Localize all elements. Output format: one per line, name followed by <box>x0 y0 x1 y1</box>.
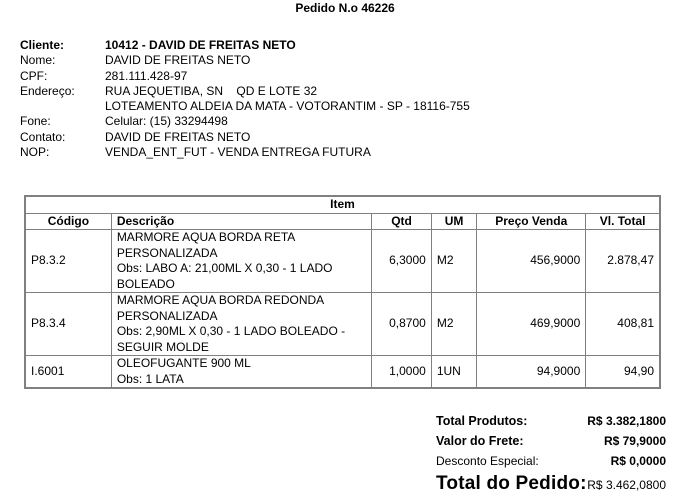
item-group-header: Item <box>25 196 660 213</box>
name-value: DAVID DE FREITAS NETO <box>105 53 251 68</box>
column-header-vl-total: Vl. Total <box>586 213 660 230</box>
item-description <box>111 293 371 356</box>
column-header-codigo: Código <box>25 213 111 230</box>
item-description <box>111 356 371 389</box>
total-products-value: R$ 3.382,1800 <box>587 414 666 428</box>
client-row-endereco-2 <box>20 99 470 114</box>
order-title: Pedido N.o 46226 <box>295 1 395 15</box>
table-header-row <box>25 213 660 230</box>
column-header-um: UM <box>431 213 476 230</box>
item-code: P8.3.2 <box>25 230 111 293</box>
item-total: 94,90 <box>586 356 660 389</box>
cpf-label: CPF: <box>20 68 48 83</box>
freight-label: Valor do Frete: <box>436 434 524 448</box>
item-obs-line: SEGUIR MOLDE <box>116 339 209 354</box>
client-row-nop <box>20 145 470 160</box>
item-obs-line: Obs: 2,90ML X 0,30 - 1 LADO BOLEADO - <box>116 324 346 338</box>
item-um: M2 <box>431 293 476 356</box>
item-qtd: 1,0000 <box>372 356 432 389</box>
client-row-cpf <box>20 69 470 84</box>
item-obs-line: Obs: 1 LATA <box>116 371 184 386</box>
item-price: 94,9000 <box>477 356 586 389</box>
table-row <box>25 293 660 356</box>
item-description-line: PERSONALIZADA <box>116 245 218 260</box>
order-total-label: Total do Pedido: <box>436 473 587 494</box>
client-row-cliente <box>20 38 470 53</box>
column-header-descricao: Descrição <box>111 213 371 230</box>
item-code: I.6001 <box>25 356 111 389</box>
name-label: Nome: <box>20 53 56 68</box>
contact-value: DAVID DE FREITAS NETO <box>105 129 251 144</box>
discount-label: Desconto Especial: <box>436 454 539 468</box>
item-description-line: OLEOFUGANTE 900 ML <box>116 356 251 370</box>
item-obs-line: BOLEADO <box>116 276 175 291</box>
cpf-value: 281.111.428-97 <box>105 68 188 83</box>
item-description-line: MARMORE AQUA BORDA REDONDA <box>116 293 325 307</box>
total-products-label: Total Produtos: <box>436 414 528 428</box>
item-price: 469,9000 <box>477 293 586 356</box>
client-row-endereco <box>20 84 470 99</box>
items-table <box>24 195 661 389</box>
client-row-nome <box>20 53 470 68</box>
discount-value: R$ 0,0000 <box>610 454 666 468</box>
nop-value: VENDA_ENT_FUT - VENDA ENTREGA FUTURA <box>105 145 371 160</box>
address-line1: RUA JEQUETIBA, SN QD E LOTE 32 <box>105 83 318 98</box>
phone-value: Celular: (15) 33294498 <box>105 114 228 129</box>
item-um: 1UN <box>431 356 476 389</box>
item-qtd: 0,8700 <box>372 293 432 356</box>
table-group-header-row <box>25 196 660 213</box>
total-products-row <box>436 414 666 434</box>
address-line2: LOTEAMENTO ALDEIA DA MATA - VOTORANTIM - SP - 18116-755 <box>105 99 470 114</box>
phone-label: Fone: <box>20 114 51 129</box>
contact-label: Contato: <box>20 129 66 144</box>
item-description-line: PERSONALIZADA <box>116 308 218 323</box>
order-total-row <box>436 473 666 495</box>
client-row-fone <box>20 114 470 129</box>
freight-row <box>436 434 666 454</box>
column-header-preco-venda: Preço Venda <box>477 213 586 230</box>
table-row <box>25 230 660 293</box>
item-obs-line: Obs: LABO A: 21,00ML X 0,30 - 1 LADO <box>116 261 333 275</box>
item-total: 2.878,47 <box>586 230 660 293</box>
item-description <box>111 230 371 293</box>
address-label-blank <box>20 99 105 114</box>
item-total: 408,81 <box>586 293 660 356</box>
client-row-contato <box>20 130 470 145</box>
freight-value: R$ 79,9000 <box>603 434 666 448</box>
item-price: 456,9000 <box>477 230 586 293</box>
item-code: P8.3.4 <box>25 293 111 356</box>
column-header-qtd: Qtd <box>372 213 432 230</box>
table-row <box>25 356 660 389</box>
order-total-value: R$ 3.462,0800 <box>587 478 666 492</box>
client-info <box>20 38 470 160</box>
client-label: Cliente: <box>20 38 65 52</box>
item-description-line: MARMORE AQUA BORDA RETA <box>116 230 296 244</box>
client-value: 10412 - DAVID DE FREITAS NETO <box>105 38 296 52</box>
address-label: Endereço: <box>20 83 75 98</box>
order-totals <box>436 414 666 495</box>
discount-row <box>436 454 666 473</box>
item-qtd: 6,3000 <box>372 230 432 293</box>
nop-label: NOP: <box>20 145 50 160</box>
item-um: M2 <box>431 230 476 293</box>
